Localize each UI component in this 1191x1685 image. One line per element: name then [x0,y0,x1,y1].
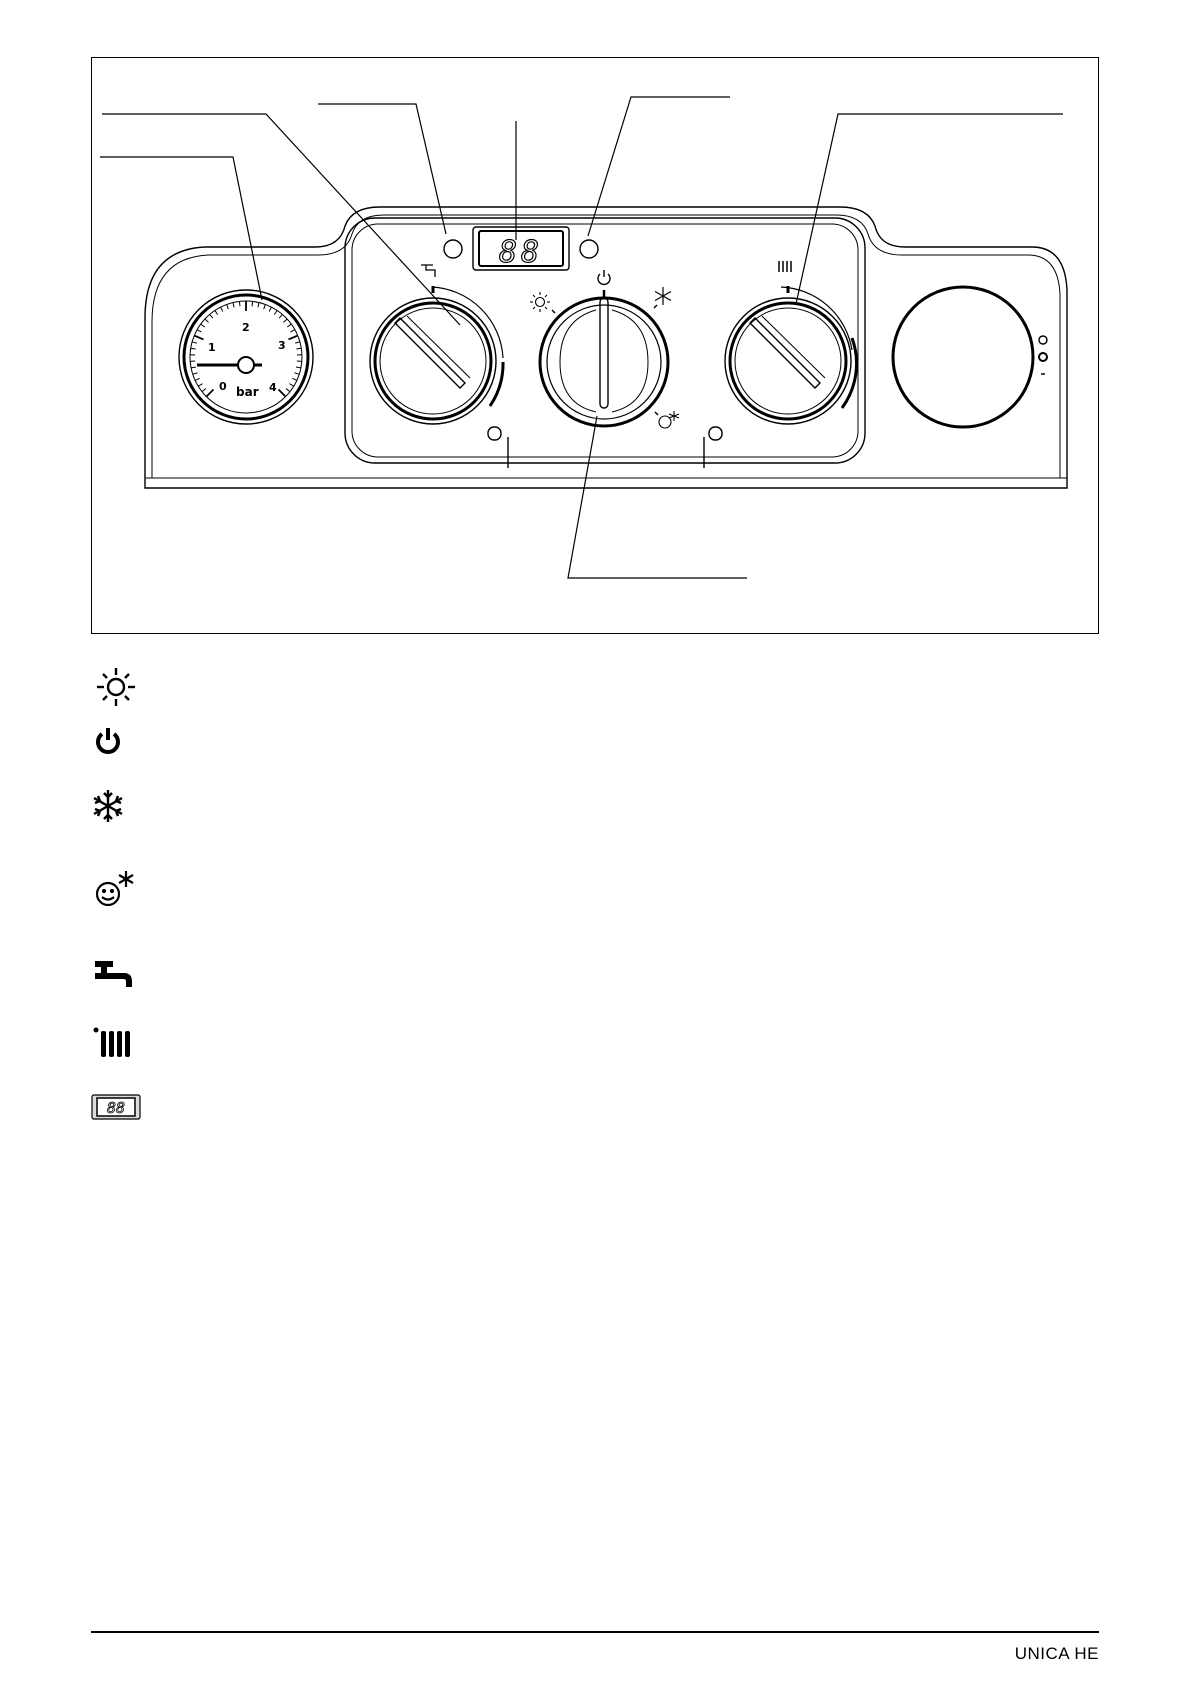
footer-rule [91,1631,1099,1633]
gauge-tick [279,314,282,318]
leader-lines [100,97,1063,578]
panel-sun-icon [530,292,550,312]
control-panel-diagram [0,0,1191,700]
gauge-tick [215,310,218,314]
dhw-temperature-knob[interactable] [370,286,508,468]
gauge-tick [264,304,266,309]
gauge-tick [252,301,253,306]
gauge-tick [202,389,206,392]
gauge-tick [198,384,202,387]
gauge-unit-label: bar [236,385,259,399]
heating-temperature-knob[interactable] [704,286,857,468]
gauge-tick [201,324,205,327]
gauge-tick [295,373,300,375]
gauge-tick [195,378,200,380]
gauge-tick [258,303,259,308]
footer-brand: UNICA HE [1014,1644,1099,1663]
gauge-tick [210,314,213,318]
gauge-label-0: 0 [219,380,227,393]
gauge-tick [292,378,297,380]
gauge-tick [192,342,197,343]
display-digits: 88 [498,235,544,270]
gauge-tick [290,330,294,332]
gauge-tick [287,324,291,327]
gauge-tick [289,384,293,387]
gauge-tick [191,348,196,349]
gauge-tick [295,342,300,343]
led-left [444,240,462,258]
gauge-label-3: 3 [278,339,286,352]
gauge-tick [206,390,213,397]
gauge-tick [227,304,229,309]
gauge-tick [239,301,240,306]
gauge-tick [193,373,198,375]
gauge-label-2: 2 [242,321,250,334]
legend-power-icon [88,718,144,762]
gauge-tick [286,389,290,392]
panel-snowflake-icon [655,287,671,305]
pressure-gauge [179,290,313,424]
gauge-tick [274,310,277,314]
panel-radiator-icon [779,261,791,272]
gauge-label-1: 1 [208,341,216,354]
gauge-tick [194,336,203,340]
gauge-tick [205,319,209,322]
led-right [580,240,598,258]
legend-smiley-snowflake-icon [88,868,144,912]
legend-display-icon [88,1085,144,1129]
gauge-label-4: 4 [269,381,277,394]
legend-sun-icon [88,665,144,709]
panel-tap-icon [421,265,435,277]
gauge-tick [269,307,271,311]
gauge-tick [197,330,201,332]
legend-radiator-icon [88,1022,144,1066]
gauge-tick [279,390,286,397]
panel-antifreeze-icon [659,411,679,428]
gauge-tick [296,348,301,349]
legend-display-digits: 88 [106,1099,126,1117]
gauge-tick [221,307,223,311]
mode-selector-knob[interactable] [540,290,668,426]
gauge-tick [288,336,297,340]
timer-slot [893,287,1047,427]
panel-power-icon [598,270,610,284]
gauge-tick [296,367,301,368]
gauge-tick [283,319,287,322]
legend-snowflake-icon [88,784,144,828]
legend-tap-icon [88,955,144,999]
gauge-labels [208,321,286,399]
gauge-tick [191,367,196,368]
gauge-tick [233,303,234,308]
